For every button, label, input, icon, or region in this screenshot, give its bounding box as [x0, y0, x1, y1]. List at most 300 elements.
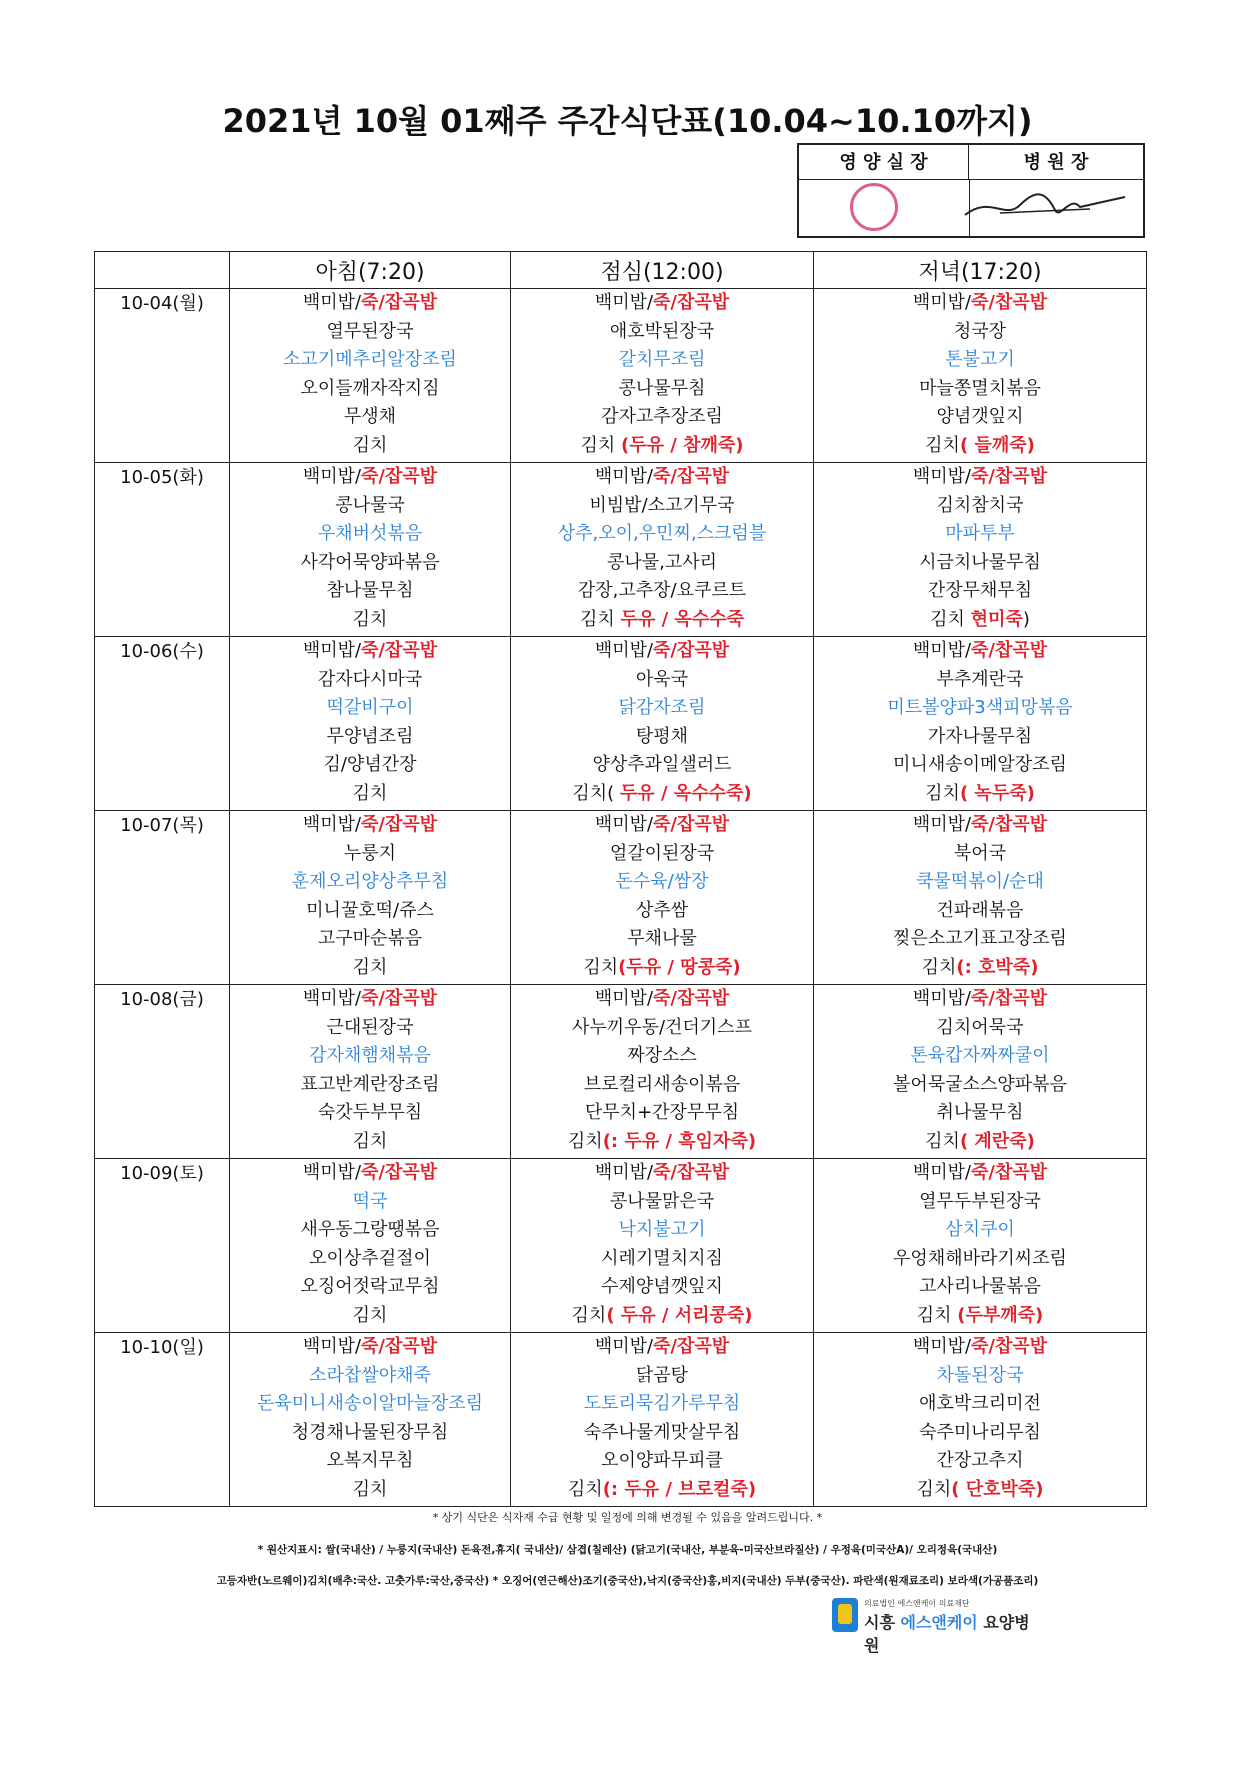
dinner-cell	[814, 289, 1147, 463]
menu-item	[230, 1071, 510, 1100]
menu-item-text: 두유 / 옥수수죽)	[619, 782, 752, 804]
menu-item-text: 쿡물떡볶이/순대	[916, 871, 1044, 892]
menu-item	[511, 463, 813, 492]
menu-item-text: 죽/찹곡밥	[971, 988, 1048, 1009]
menu-item	[814, 694, 1146, 723]
menu-item	[230, 1333, 510, 1362]
menu-item-text: 사각어묵양파볶음	[300, 551, 440, 573]
menu-item-text: 현미죽	[970, 608, 1023, 630]
menu-item	[511, 1245, 813, 1274]
menu-item-text: 누룽지	[343, 842, 397, 864]
menu-item-text: 김치	[567, 1130, 603, 1152]
menu-item-text: 낙지불고기	[618, 1219, 706, 1240]
lunch-cell	[511, 1159, 814, 1333]
dinner-cell	[814, 463, 1147, 637]
menu-item-text: 무채나물	[627, 928, 697, 949]
menu-item-text: 미트볼양파3색피망볶음	[887, 697, 1073, 718]
menu-item-text: 비빔밥/소고기무국	[589, 494, 735, 516]
menu-item-text: 죽/잡곡밥	[653, 814, 730, 835]
menu-item-text: 김/양념간장	[323, 754, 417, 775]
menu-item-text: 김치	[352, 956, 388, 978]
menu-item-text: 마늘쫑멸치볶음	[919, 377, 1041, 399]
menu-item-text: 간장무채무침	[927, 580, 1033, 601]
logo-name-prefix: 시흥	[864, 1613, 901, 1632]
menu-item-text: 죽/잡곡밥	[361, 1162, 438, 1183]
menu-item	[511, 1188, 813, 1217]
menu-item	[230, 606, 510, 635]
menu-item-text: 무생채	[343, 406, 397, 427]
menu-item-text: 양념갯잎지	[936, 406, 1024, 427]
menu-item-text: 감자채햄채볶음	[309, 1045, 431, 1066]
date-cell: 10-05(화)	[95, 463, 230, 637]
menu-item-text: 우채버섯볶음	[317, 523, 423, 544]
menu-item	[511, 811, 813, 840]
menu-item	[511, 723, 813, 752]
menu-item	[230, 403, 510, 432]
weekly-menu-table	[94, 251, 1147, 1507]
menu-item	[230, 1014, 510, 1043]
menu-item-text: 짜장소스	[627, 1045, 697, 1066]
menu-item-text: 오이들깨자작지짐	[300, 377, 440, 399]
menu-item-text: 상추,오이,우민찌,스크럼블	[557, 523, 767, 544]
menu-item-text: 청경채나물된장무침	[291, 1421, 449, 1443]
menu-item-text: ( 두유 / 서리콩죽)	[606, 1304, 753, 1326]
date-cell: 10-07(목)	[95, 811, 230, 985]
menu-item-text: 오복지무침	[326, 1450, 414, 1471]
menu-item	[814, 346, 1146, 375]
breakfast-cell	[230, 463, 511, 637]
menu-item	[511, 954, 813, 983]
menu-item	[814, 780, 1146, 809]
menu-item-text: 숙주미나리무침	[919, 1421, 1041, 1443]
menu-item	[230, 1362, 510, 1391]
menu-item	[230, 1476, 510, 1505]
menu-item	[230, 1099, 510, 1128]
lunch-cell	[511, 637, 814, 811]
menu-item-text: 죽/잡곡밥	[361, 814, 438, 835]
menu-item	[230, 666, 510, 695]
menu-item-text: 김치	[580, 434, 621, 456]
menu-item	[230, 1273, 510, 1302]
menu-item-text: 오징어젓락교무침	[300, 1276, 440, 1297]
menu-item-text: 애호박크리미전	[919, 1393, 1041, 1414]
menu-item	[511, 751, 813, 780]
menu-item-text: 열무된장국	[326, 320, 414, 342]
origin-info-line-2: 고등자반(노르웨이)김치(배추:국산. 고춧가루:국산,중국산) * 오징어(연근해산)조기(중국산),낙지(중국산)홍,비지(국내산) 두부(중국산). 파란색(원재료조리) 보라색(가공품조리)	[216, 1575, 1039, 1587]
lunch-cell	[511, 985, 814, 1159]
menu-item-text: 오이상추겉절이	[309, 1247, 431, 1269]
menu-item	[230, 723, 510, 752]
menu-item-text: 김치	[583, 956, 619, 978]
menu-item-text: 아욱국	[635, 668, 689, 690]
day-row	[95, 811, 1147, 985]
breakfast-cell	[230, 985, 511, 1159]
menu-item	[814, 637, 1146, 666]
menu-item	[230, 925, 510, 954]
menu-item	[814, 840, 1146, 869]
menu-item-text: 죽/찹곡밥	[971, 1336, 1048, 1357]
menu-item	[230, 463, 510, 492]
menu-item	[814, 925, 1146, 954]
menu-item-text: 톤불고기	[945, 349, 1015, 370]
menu-item-text: 돈육미니새송이알마늘장조림	[256, 1393, 484, 1414]
menu-item-text: 시금치나물무침	[919, 551, 1041, 573]
menu-item-text: 감자다시마국	[317, 668, 423, 690]
change-notice: * 상기 식단은 식자재 수급 현황 및 일정에 의해 변경될 수 있음을 알려드립니다. *	[432, 1511, 823, 1524]
breakfast-cell	[230, 1159, 511, 1333]
dinner-cell	[814, 637, 1147, 811]
menu-item	[230, 1128, 510, 1157]
menu-item-text: ( 들깨죽)	[959, 434, 1035, 456]
menu-item	[511, 1099, 813, 1128]
menu-item	[814, 577, 1146, 606]
menu-item	[511, 289, 813, 318]
menu-item-text: 김치	[571, 1304, 607, 1326]
menu-item	[230, 751, 510, 780]
menu-item-text: 김치	[352, 782, 388, 804]
menu-item-text: 열무두부된장국	[919, 1190, 1041, 1212]
menu-item-text: 소라찹쌀야채죽	[309, 1364, 431, 1386]
menu-item-text: 떡갈비구이	[326, 697, 414, 718]
menu-item	[511, 1390, 813, 1419]
menu-item-text: 콩나물,고사리	[606, 551, 718, 573]
breakfast-cell	[230, 289, 511, 463]
menu-item	[230, 1159, 510, 1188]
menu-item-text: 부추계란국	[936, 668, 1024, 690]
day-row	[95, 1159, 1147, 1333]
menu-item-text: 얼갈이된장국	[609, 842, 715, 864]
menu-item-text: 두유 / 옥수수죽	[620, 608, 744, 630]
header-breakfast: 아침(7:20)	[230, 252, 511, 289]
menu-item-text: 콩나물국	[335, 494, 405, 516]
menu-item-text: 김치	[925, 434, 960, 456]
menu-item	[511, 1273, 813, 1302]
dinner-cell	[814, 985, 1147, 1159]
menu-item-text: 백미밥/	[594, 1336, 654, 1357]
menu-item	[230, 1042, 510, 1071]
menu-item-text: 미니꿀호떡/쥬스	[306, 899, 434, 921]
menu-item	[230, 520, 510, 549]
menu-item-text: 백미밥/	[594, 640, 654, 661]
menu-item-text: 돈수육/쌈장	[615, 871, 709, 892]
menu-item	[511, 606, 813, 635]
menu-item	[230, 1245, 510, 1274]
menu-item	[814, 606, 1146, 635]
menu-item-text: 김치	[921, 956, 957, 978]
day-row	[95, 637, 1147, 811]
menu-item-text: 건파래볶음	[936, 899, 1024, 921]
signature-icon	[960, 185, 1130, 235]
menu-item	[511, 1476, 813, 1505]
day-row	[95, 985, 1147, 1159]
menu-item	[230, 432, 510, 461]
page-title: 2021년 10월 01째주 주간식단표(10.04~10.10까지)	[222, 102, 1033, 140]
breakfast-cell	[230, 637, 511, 811]
menu-item-text: 브로컬리새송이볶음	[583, 1073, 741, 1095]
menu-item	[511, 694, 813, 723]
header-corner	[95, 252, 230, 289]
menu-item-text: 시레기멸치지짐	[601, 1247, 723, 1269]
menu-item-text: 백미밥/	[912, 292, 972, 313]
menu-item-text: 죽/잡곡밥	[361, 1336, 438, 1357]
menu-item	[230, 577, 510, 606]
menu-item-text: 단무치+간장무무침	[584, 1102, 740, 1123]
menu-item-text: 훈제오리양상추무침	[291, 871, 449, 892]
menu-item-text: 콩나물맑은국	[609, 1190, 715, 1212]
menu-item-text: 백미밥/	[594, 988, 654, 1009]
menu-item-text: 우엉채해바라기씨조림	[893, 1247, 1067, 1269]
menu-item	[511, 1216, 813, 1245]
menu-item	[814, 549, 1146, 578]
menu-item-text: ( 녹두죽)	[959, 782, 1035, 804]
dinner-cell	[814, 811, 1147, 985]
menu-item-text: 김치어묵국	[936, 1016, 1024, 1038]
header-row	[95, 252, 1147, 289]
menu-item	[511, 897, 813, 926]
lunch-cell	[511, 811, 814, 985]
menu-item	[511, 780, 813, 809]
menu-item	[230, 780, 510, 809]
menu-item-text: (두유 / 땅콩죽)	[618, 956, 741, 978]
menu-item-text: 가자나물무침	[927, 725, 1033, 747]
menu-item-text: 탕평채	[635, 725, 689, 747]
menu-item-text: 김치	[916, 1304, 958, 1326]
menu-item-text: 백미밥/	[302, 640, 362, 661]
date-cell: 10-04(월)	[95, 289, 230, 463]
menu-item	[230, 492, 510, 521]
menu-item	[230, 868, 510, 897]
menu-item-text: 새우동그랑땡볶음	[300, 1219, 440, 1240]
menu-item-text: 김치참치국	[936, 494, 1024, 516]
menu-item-text: 백미밥/	[302, 988, 362, 1009]
menu-item-text: 백미밥/	[302, 466, 362, 487]
origin-info-line-1: * 원산지표시: 쌀(국내산) / 누룽지(국내산) 돈육전,휴지( 국내산)/ 삼겹(칠레산) (닭고기(국내산, 부분육-미국산브라질산) / 우정육(미국산A)/ 오리정육(국내산)	[257, 1544, 998, 1556]
menu-item	[230, 985, 510, 1014]
menu-item	[230, 1419, 510, 1448]
menu-item	[814, 463, 1146, 492]
menu-item-text: 표고반계란장조림	[300, 1073, 440, 1095]
menu-item-text: 간장고추지	[936, 1450, 1024, 1471]
menu-item-text: )	[1022, 608, 1030, 630]
menu-item	[230, 318, 510, 347]
menu-item-text: 취나물무침	[936, 1102, 1024, 1123]
approval-label-nutrition: 영 양 실 장	[799, 145, 969, 180]
menu-item	[814, 403, 1146, 432]
day-row	[95, 1333, 1147, 1507]
menu-item-text: 죽/찹곡밥	[971, 466, 1048, 487]
menu-item	[511, 577, 813, 606]
menu-item-text: 애호박된장국	[609, 320, 715, 342]
day-row	[95, 289, 1147, 463]
menu-item-text: 김치	[916, 1478, 952, 1500]
logo-name-suffix: 요양병원	[864, 1613, 1030, 1655]
menu-item-text: 갈치무조림	[618, 349, 706, 370]
date-cell: 10-06(수)	[95, 637, 230, 811]
menu-item	[814, 1099, 1146, 1128]
menu-item-text: 백미밥/	[912, 1162, 972, 1183]
menu-item-text: 백미밥/	[302, 1336, 362, 1357]
menu-item-text: 콩나물무침	[618, 377, 706, 399]
menu-item-text: 죽/찹곡밥	[971, 640, 1048, 661]
menu-item	[814, 1362, 1146, 1391]
menu-item-text: 김치	[567, 1478, 603, 1500]
menu-item-text: 백미밥/	[302, 292, 362, 313]
menu-item-text: 죽/찹곡밥	[971, 814, 1048, 835]
menu-item-text: 죽/잡곡밥	[653, 988, 730, 1009]
menu-item-text: 감자고추장조림	[601, 406, 723, 427]
menu-item	[814, 289, 1146, 318]
menu-item	[230, 694, 510, 723]
dinner-cell	[814, 1333, 1147, 1507]
menu-item	[814, 985, 1146, 1014]
menu-item-text: 미니새송이메알장조림	[893, 754, 1067, 775]
menu-item	[814, 811, 1146, 840]
menu-item	[814, 375, 1146, 404]
menu-item	[814, 1128, 1146, 1157]
menu-item-text: 닭곰탕	[635, 1364, 689, 1386]
menu-item	[230, 289, 510, 318]
menu-item-text: 닭감자조림	[618, 697, 706, 718]
menu-item-text: 김치	[580, 608, 621, 630]
menu-item	[511, 1159, 813, 1188]
menu-item-text: 백미밥/	[912, 640, 972, 661]
menu-item-text: 백미밥/	[594, 1162, 654, 1183]
menu-item-text: 김치	[352, 1304, 388, 1326]
menu-item-text: 소고기메추리알장조림	[283, 349, 457, 370]
menu-item-text: 죽/잡곡밥	[361, 640, 438, 661]
menu-item	[511, 1014, 813, 1043]
menu-item	[814, 1159, 1146, 1188]
menu-item	[511, 1447, 813, 1476]
menu-item-text: 참나물무침	[326, 580, 414, 601]
menu-item	[511, 403, 813, 432]
breakfast-cell	[230, 1333, 511, 1507]
header-lunch: 점심(12:00)	[511, 252, 814, 289]
menu-item-text: 죽/잡곡밥	[653, 1162, 730, 1183]
hospital-logo	[832, 1598, 1032, 1655]
menu-item-text: 죽/잡곡밥	[653, 292, 730, 313]
menu-item-text: (: 호박죽)	[956, 956, 1039, 978]
menu-item-text: 죽/찹곡밥	[971, 1162, 1048, 1183]
menu-item	[511, 375, 813, 404]
menu-item-text: 김치	[925, 782, 960, 804]
menu-item	[814, 868, 1146, 897]
menu-item	[814, 1476, 1146, 1505]
menu-item-text: (: 두유 / 흑임자죽)	[602, 1130, 757, 1152]
menu-item-text: 근대된장국	[326, 1016, 414, 1038]
menu-item	[511, 318, 813, 347]
menu-item-text: 북어국	[953, 842, 1007, 864]
menu-item-text: 양상추과일샐러드	[592, 754, 732, 775]
menu-item	[511, 1333, 813, 1362]
lunch-cell	[511, 1333, 814, 1507]
logo-subtitle: 의료법인 에스앤케이 의료재단	[864, 1599, 970, 1608]
menu-item	[814, 432, 1146, 461]
menu-item	[511, 1419, 813, 1448]
date-cell: 10-10(일)	[95, 1333, 230, 1507]
menu-item	[814, 492, 1146, 521]
menu-item	[814, 1188, 1146, 1217]
menu-item	[814, 954, 1146, 983]
menu-item-text: 죽/잡곡밥	[653, 640, 730, 661]
menu-item	[230, 1302, 510, 1331]
menu-item-text: 수제양념깻잎지	[601, 1276, 723, 1297]
menu-item-text: 차돌된장국	[936, 1364, 1024, 1386]
menu-item	[230, 840, 510, 869]
menu-item	[230, 811, 510, 840]
seal-stamp-icon	[850, 183, 898, 231]
menu-item	[230, 1216, 510, 1245]
menu-item	[814, 723, 1146, 752]
menu-item-text: 김치(	[572, 782, 620, 804]
menu-item	[230, 1447, 510, 1476]
menu-item	[511, 1128, 813, 1157]
menu-item	[511, 492, 813, 521]
menu-item	[511, 666, 813, 695]
menu-item-text: 청국장	[953, 320, 1007, 342]
menu-item-text: 백미밥/	[912, 814, 972, 835]
menu-item	[230, 1188, 510, 1217]
menu-item	[511, 1362, 813, 1391]
menu-item	[511, 549, 813, 578]
menu-item	[814, 1447, 1146, 1476]
menu-item-text: 숙주나물게맛살무침	[583, 1421, 741, 1443]
menu-item-text: 볼어묵굴소스양파볶음	[893, 1073, 1067, 1095]
menu-item	[511, 1302, 813, 1331]
menu-item-text: 김치	[352, 1478, 388, 1500]
menu-item	[511, 1042, 813, 1071]
menu-item	[814, 1216, 1146, 1245]
menu-item-text: 백미밥/	[594, 292, 654, 313]
menu-item	[814, 751, 1146, 780]
menu-item	[230, 346, 510, 375]
menu-item	[511, 985, 813, 1014]
logo-name-highlight: 에스앤케이	[900, 1613, 978, 1632]
menu-item	[511, 346, 813, 375]
menu-item	[511, 868, 813, 897]
menu-item-text: 톤육캅자짜짜쿨이	[910, 1045, 1050, 1066]
menu-item	[814, 318, 1146, 347]
menu-item	[511, 925, 813, 954]
menu-item-text: 김치	[352, 1130, 388, 1152]
menu-item-text: 오이양파무피클	[601, 1450, 723, 1471]
menu-item-text: 백미밥/	[594, 466, 654, 487]
menu-item	[814, 1245, 1146, 1274]
approval-label-director: 병 원 장	[969, 145, 1143, 180]
menu-item-text: 찢은소고기표고장조림	[893, 928, 1067, 949]
menu-item	[814, 1042, 1146, 1071]
menu-item-text: 상추쌈	[635, 899, 689, 921]
menu-item	[230, 897, 510, 926]
menu-item-text: 백미밥/	[912, 988, 972, 1009]
menu-item-text: 죽/찹곡밥	[971, 292, 1048, 313]
menu-item-text: 백미밥/	[912, 1336, 972, 1357]
menu-item-text: ( 단호박죽)	[951, 1478, 1044, 1500]
menu-item	[511, 1071, 813, 1100]
menu-item-text: 고사리나물볶음	[919, 1276, 1041, 1297]
menu-item	[511, 520, 813, 549]
menu-item-text: 백미밥/	[302, 1162, 362, 1183]
menu-item-text: 김치	[352, 608, 388, 630]
menu-item	[814, 1302, 1146, 1331]
menu-item	[230, 549, 510, 578]
menu-item	[814, 897, 1146, 926]
date-cell: 10-09(토)	[95, 1159, 230, 1333]
menu-item	[814, 1419, 1146, 1448]
menu-item-text: 김치	[930, 608, 971, 630]
menu-item-text: 죽/잡곡밥	[653, 1336, 730, 1357]
menu-item-text: 무양념조림	[326, 725, 414, 747]
